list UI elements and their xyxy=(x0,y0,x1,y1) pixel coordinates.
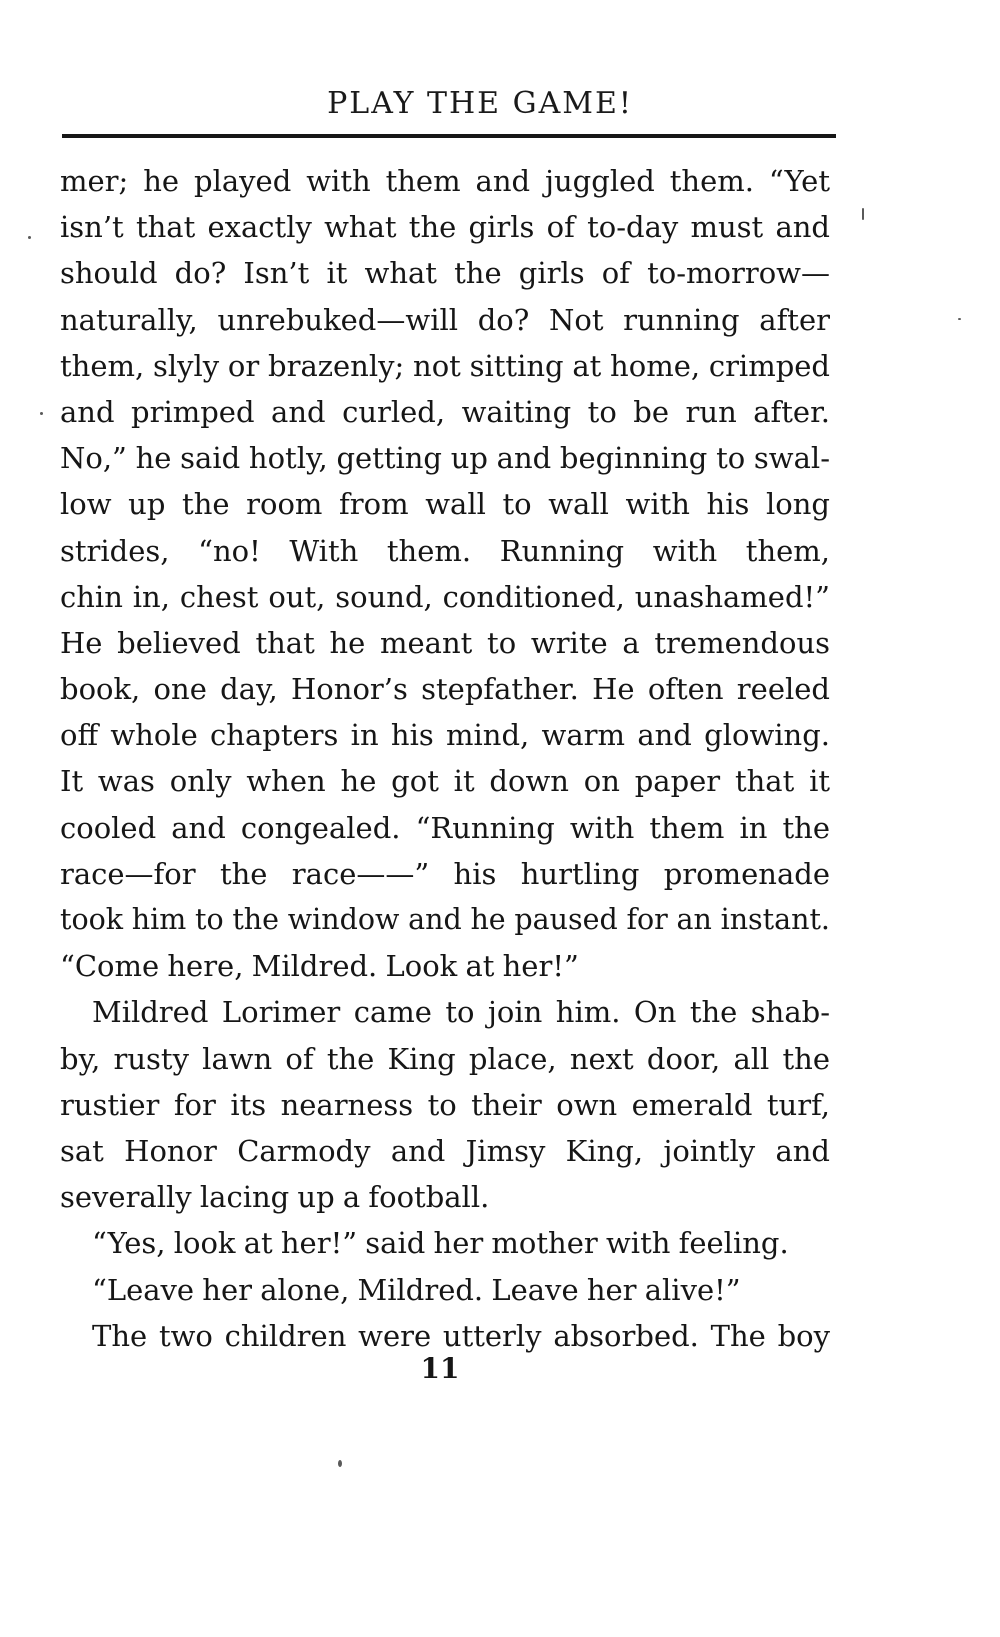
text-line: It was only when he got it down on paper that it xyxy=(60,764,830,799)
text-line: rustier for its nearness to their own emerald turf, xyxy=(60,1087,830,1122)
print-speck xyxy=(40,412,43,415)
text-line: The two children were utterly absorbed. The boy xyxy=(92,1318,830,1353)
text-line: sat Honor Carmody and Jimsy King, jointly and xyxy=(60,1133,830,1168)
text-line: naturally, unrebuked—will do? Not running after xyxy=(60,302,830,337)
text-line: race—for the race——” his hurtling promenade xyxy=(60,856,830,891)
text-line: off whole chapters in his mind, warm and glowing. xyxy=(60,718,830,753)
text-line: book, one day, Honor’s stepfather. He often reeled xyxy=(60,672,830,707)
page-number: 11 xyxy=(420,1352,460,1385)
text-line: cooled and congealed. “Running with them in the xyxy=(60,810,830,845)
text-line: low up the room from wall to wall with his long xyxy=(60,487,830,522)
text-line: Mildred Lorimer came to join him. On the shab- xyxy=(92,995,830,1030)
print-speck xyxy=(28,236,31,239)
text-line: strides, “no! With them. Running with them, xyxy=(60,533,830,568)
text-line: mer; he played with them and juggled them. “Yet xyxy=(60,164,830,198)
running-head: PLAY THE GAME! xyxy=(327,86,633,121)
text-line: isn’t that exactly what the girls of to-day must and xyxy=(60,210,830,245)
print-speck xyxy=(338,1460,342,1467)
text-line: severally lacing up a football. xyxy=(60,1180,490,1215)
text-line: No,” he said hotly, getting up and beginning to swal- xyxy=(60,441,830,476)
text-line: them, slyly or brazenly; not sitting at home, crimped xyxy=(60,348,830,383)
header-rule xyxy=(62,134,836,138)
text-line: and primped and curled, waiting to be run after. xyxy=(60,394,830,429)
text-line: “Yes, look at her!” said her mother with feeling. xyxy=(92,1226,789,1261)
text-line: by, rusty lawn of the King place, next door, all the xyxy=(60,1041,830,1076)
text-line: chin in, chest out, sound, conditioned, unashamed!” xyxy=(60,579,830,614)
text-line: “Leave her alone, Mildred. Leave her alive!” xyxy=(92,1272,741,1307)
text-line: should do? Isn’t it what the girls of to-morrow— xyxy=(60,256,830,291)
print-speck xyxy=(958,318,961,320)
text-line: “Come here, Mildred. Look at her!” xyxy=(60,949,579,984)
text-line: He believed that he meant to write a tremendous xyxy=(60,625,830,660)
body-text xyxy=(60,158,830,1359)
print-speck xyxy=(862,208,864,220)
text-line: took him to the window and he paused for an instant. xyxy=(60,903,830,936)
